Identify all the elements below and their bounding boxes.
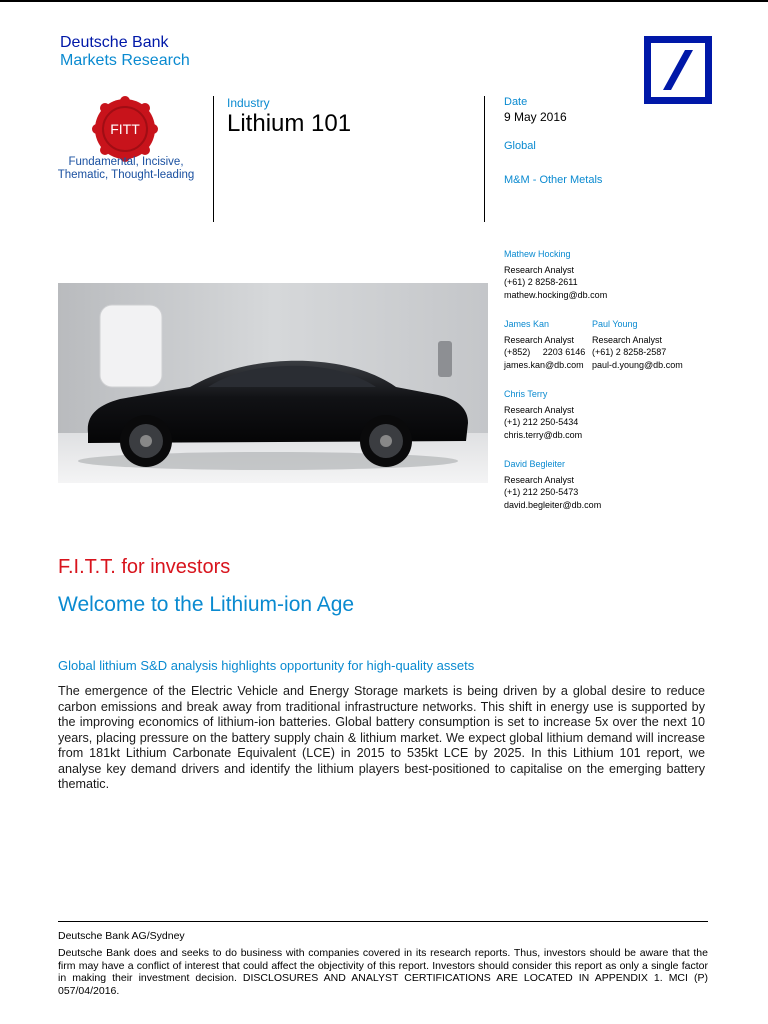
analyst-phone: (+1) 212 250-5473 (504, 487, 579, 497)
report-date: 9 May 2016 (504, 110, 567, 124)
footer-entity: Deutsche Bank AG/Sydney (58, 930, 185, 942)
brand-division: Markets Research (60, 52, 190, 69)
region: Global (504, 140, 536, 152)
analyst-card (592, 318, 683, 371)
subheading: Global lithium S&D analysis highlights opportunity for high-quality assets (58, 658, 475, 673)
footer-disclaimer: Deutsche Bank does and seeks to do business with companies covered in its research reports. Thus, investors should be aware that the firm may have a conflict of interest that could affect the objectivity of this report. Investors should consider this report as only a single factor in making their investment decision. DISCLOSURES AND ANALYST CERTIFICATIONS ARE LOCATED IN APPENDIX 1. MCI (P) 057/04/2016. (58, 947, 708, 997)
analyst-role: Research Analyst (592, 334, 663, 345)
analyst-name: Mathew Hocking (504, 249, 571, 259)
analyst-name: David Begleiter (504, 459, 566, 469)
fitt-seal-icon (92, 96, 158, 162)
electric-car-photo (58, 283, 488, 483)
analyst-role: Research Analyst (504, 264, 575, 275)
analyst-phone: (+1) 212 250-5434 (504, 417, 579, 427)
deutsche-bank-logo (644, 36, 712, 104)
analyst-phone: (+61) 2 8258-2587 (592, 347, 667, 357)
divider-right (484, 96, 485, 222)
analyst-email[interactable]: paul-d.young@db.com (592, 359, 683, 370)
sector: M&M - Other Metals (504, 174, 603, 186)
footer-rule (58, 921, 708, 922)
top-rule (0, 0, 768, 2)
fitt-caption: Fundamental, Incisive, Thematic, Thought-leading (57, 156, 195, 181)
analyst-phone: (+61) 2 8258-2611 (504, 277, 578, 287)
analyst-name: Chris Terry (504, 389, 548, 399)
analyst-card (504, 248, 607, 301)
headline-fitt: F.I.T.T. for investors (58, 556, 231, 578)
headline-main: Welcome to the Lithium-ion Age (58, 593, 355, 616)
analyst-email[interactable]: mathew.hocking@db.com (504, 289, 608, 300)
analyst-card (504, 458, 601, 511)
analyst-email[interactable]: james.kan@db.com (504, 359, 584, 370)
analyst-name: Paul Young (592, 319, 638, 329)
svg-text:FITT: FITT (110, 121, 140, 137)
analyst-name: James Kan (504, 319, 550, 329)
industry-label: Industry (227, 96, 270, 110)
analyst-role: Research Analyst (504, 404, 575, 415)
analyst-email[interactable]: david.begleiter@db.com (504, 499, 602, 510)
divider-left (213, 96, 214, 222)
brand-name: Deutsche Bank (60, 34, 169, 51)
analyst-role: Research Analyst (504, 334, 575, 345)
analyst-card (504, 388, 582, 441)
slash-icon (651, 43, 705, 97)
summary-paragraph: The emergence of the Electric Vehicle and Energy Storage markets is being driven by a global desire to reduce carbon emissions and break away from traditional infrastructure networks. This shift in energy use is supported by the improving economics of lithium-ion batteries. Global battery consumption is set to increase 5x over the next 10 years, placing pressure on the battery supply chain & lithium market. We expect global lithium demand will increase from 181kt Lithium Carbonate Equivalent (LCE) in 2015 to 535kt LCE by 2025. In this Lithium 101 report, we analyse key demand drivers and identify the lithium players best-positioned to capitalise on the emerging battery thematic. (58, 684, 705, 791)
analyst-role: Research Analyst (504, 474, 575, 485)
analyst-phone: (+852) 2203 6146 (504, 347, 586, 357)
report-title: Lithium 101 (227, 110, 352, 137)
analyst-card (504, 318, 585, 371)
date-label: Date (504, 96, 528, 108)
analyst-email[interactable]: chris.terry@db.com (504, 429, 583, 440)
